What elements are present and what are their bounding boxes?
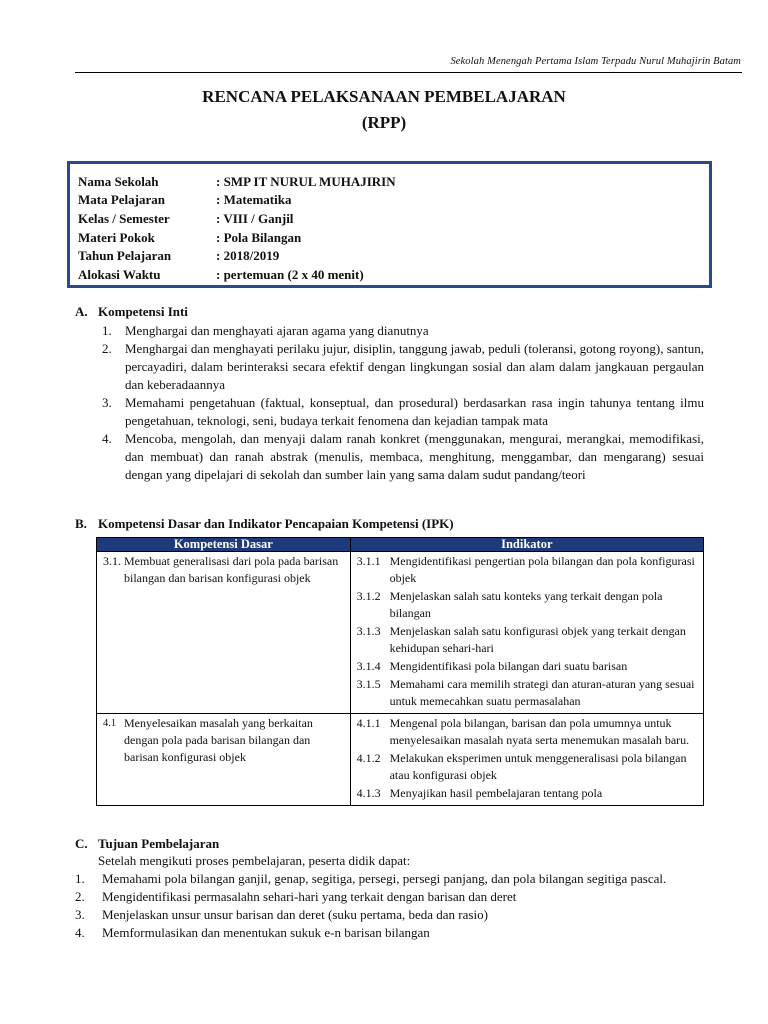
- kd-number: 3.1.: [103, 554, 121, 568]
- header-rule: [75, 72, 742, 73]
- identity-value: : Pola Bilangan: [216, 230, 302, 245]
- section-title: Tujuan Pembelajaran: [98, 836, 220, 851]
- list-text: Menghargai dan menghayati ajaran agama yang dianutnya: [125, 323, 429, 338]
- table-header-kd: Kompetensi Dasar: [97, 538, 351, 552]
- indicator-item: [354, 715, 700, 749]
- list-text: Menjelaskan unsur unsur barisan dan deret (suku pertama, beda dan rasio): [102, 907, 488, 922]
- section-letter: C.: [75, 836, 88, 851]
- list-number: 2.: [75, 889, 85, 904]
- list-item: [98, 430, 704, 484]
- identity-key: Nama Sekolah: [78, 174, 159, 189]
- list-item: [75, 924, 713, 942]
- section-title: Kompetensi Dasar dan Indikator Pencapaian Kompetensi (IPK): [98, 516, 454, 531]
- competency-table: [96, 537, 704, 806]
- list-number: 4.: [75, 925, 85, 940]
- page-header-school: Sekolah Menengah Pertama Islam Terpadu Nurul Muhajirin Batam: [450, 56, 741, 67]
- table-header-row: [97, 538, 704, 552]
- indicator-text: Menjelaskan salah satu konteks yang terkait dengan pola bilangan: [389, 589, 663, 620]
- identity-key: Mata Pelajaran: [78, 192, 166, 207]
- identity-value: : VIII / Ganjil: [216, 211, 294, 226]
- kd-text: Menyelesaikan masalah yang berkaitan dengan pola pada barisan bilangan dan barisan konfigurasi objek: [124, 716, 313, 764]
- indicator-cell: [350, 714, 703, 806]
- indicator-item: [354, 676, 700, 710]
- kd-cell: [97, 552, 351, 714]
- identity-row-subject: [78, 191, 291, 209]
- indicator-text: Mengidentifikasi pengertian pola bilangan dan pola konfigurasi objek: [389, 554, 695, 585]
- list-item: [98, 322, 704, 340]
- indicator-item: [354, 588, 700, 622]
- indicator-number: 3.1.3: [356, 624, 381, 638]
- section-letter: B.: [75, 516, 87, 531]
- list-item: [98, 394, 704, 430]
- indicator-text: Mengidentifikasi pola bilangan dari suatu barisan: [389, 659, 628, 673]
- indicator-item: [354, 553, 700, 587]
- indicator-number: 3.1.2: [356, 589, 381, 603]
- identity-value: : pertemuan (2 x 40 menit): [216, 267, 364, 282]
- list-item: [98, 340, 704, 394]
- identity-row-class: [78, 210, 293, 228]
- indicator-number: 4.1.1: [356, 716, 381, 730]
- list-text: Mencoba, mengolah, dan menyaji dalam ranah konkret (menggunakan, mengurai, merangkai, memodifikasi, dan membuat) dan ranah abstrak (menulis, membaca, menghitung, menggambar, dan mengarang) sesuai dengan yang dipelajari di sekolah dan sumber lain yang sama dalam sudut pandang/teori: [125, 431, 704, 482]
- list-text: Memahami pola bilangan ganjil, genap, segitiga, persegi, persegi panjang, dan pola bilangan segitiga pascal.: [102, 871, 667, 886]
- list-number: 2.: [102, 341, 112, 356]
- identity-key: Kelas / Semester: [78, 211, 170, 226]
- table-header-indicator: Indikator: [350, 538, 703, 552]
- list-item: [75, 906, 713, 924]
- indicator-number: 4.1.3: [356, 786, 381, 800]
- list-text: Memformulasikan dan menentukan sukuk e-n barisan bilangan: [102, 925, 430, 940]
- indicator-item: [354, 785, 700, 802]
- kd-cell: [97, 714, 351, 806]
- identity-row-topic: [78, 229, 301, 247]
- list-number: 1.: [102, 323, 112, 338]
- document-title: RENCANA PELAKSANAAN PEMBELAJARAN: [202, 87, 566, 106]
- indicator-text: Memahami cara memilih strategi dan aturan-aturan yang sesuai untuk memecahkan suatu permasalahan: [389, 677, 695, 708]
- section-b-heading: [75, 516, 454, 532]
- section-a-heading: [75, 304, 188, 320]
- identity-row-year: [78, 247, 279, 265]
- identity-box: [67, 161, 712, 288]
- identity-key: Alokasi Waktu: [78, 267, 161, 282]
- section-a-list: [98, 322, 704, 484]
- list-number: 4.: [102, 431, 112, 446]
- list-item: [75, 870, 713, 888]
- list-text: Menghargai dan menghayati perilaku jujur, disiplin, tanggung jawab, peduli (toleransi, gotong royong), santun, percayadiri, dalam berinteraksi secara efektif dengan lingkungan sosial dan alam dalam jangkauan pergaulan dan keberadaannya: [125, 341, 704, 392]
- indicator-number: 3.1.1: [356, 554, 381, 568]
- identity-value: : 2018/2019: [216, 248, 280, 263]
- indicator-number: 3.1.5: [356, 677, 381, 691]
- indicator-number: 3.1.4: [356, 659, 381, 673]
- indicator-text: Menjelaskan salah satu konfigurasi objek yang terkait dengan kehidupan sehari-hari: [389, 624, 686, 655]
- list-number: 3.: [102, 395, 112, 410]
- identity-row-time: [78, 266, 364, 284]
- identity-value: : SMP IT NURUL MUHAJIRIN: [216, 174, 396, 189]
- section-c-intro: Setelah mengikuti proses pembelajaran, peserta didik dapat:: [98, 853, 411, 868]
- indicator-text: Mengenal pola bilangan, barisan dan pola umumnya untuk menyelesaikan masalah nyata serta menemukan masalah baru.: [389, 716, 690, 747]
- indicator-item: [354, 623, 700, 657]
- identity-row-school: [78, 173, 396, 191]
- table-row: [97, 552, 704, 714]
- indicator-cell: [350, 552, 703, 714]
- indicator-text: Melakukan eksperimen untuk menggeneralisasi pola bilangan atau konfigurasi objek: [389, 751, 687, 782]
- indicator-item: [354, 658, 700, 675]
- list-text: Memahami pengetahuan (faktual, konseptual, dan prosedural) berdasarkan rasa ingin tahunya tentang ilmu pengetahuan, teknologi, seni, budaya terkait fenomena dan kejadian tampak mata: [125, 395, 704, 428]
- list-number: 1.: [75, 871, 85, 886]
- section-title: Kompetensi Inti: [98, 304, 188, 319]
- identity-key: Tahun Pelajaran: [78, 248, 172, 263]
- list-item: [75, 888, 713, 906]
- table-row: [97, 714, 704, 806]
- kd-text: Membuat generalisasi dari pola pada barisan bilangan dan barisan konfigurasi objek: [124, 554, 339, 585]
- list-text: Mengidentifikasi permasalahn sehari-hari yang terkait dengan barisan dan deret: [102, 889, 517, 904]
- indicator-number: 4.1.2: [356, 751, 381, 765]
- indicator-text: Menyajikan hasil pembelajaran tentang pola: [389, 786, 603, 800]
- identity-key: Materi Pokok: [78, 230, 155, 245]
- indicator-item: [354, 750, 700, 784]
- identity-value: : Matematika: [216, 192, 292, 207]
- list-number: 3.: [75, 907, 85, 922]
- section-c-heading: [75, 836, 219, 852]
- document-subtitle: (RPP): [361, 113, 407, 132]
- kd-number: 4.1: [103, 718, 117, 729]
- section-c-list: [75, 870, 713, 942]
- section-letter: A.: [75, 304, 88, 319]
